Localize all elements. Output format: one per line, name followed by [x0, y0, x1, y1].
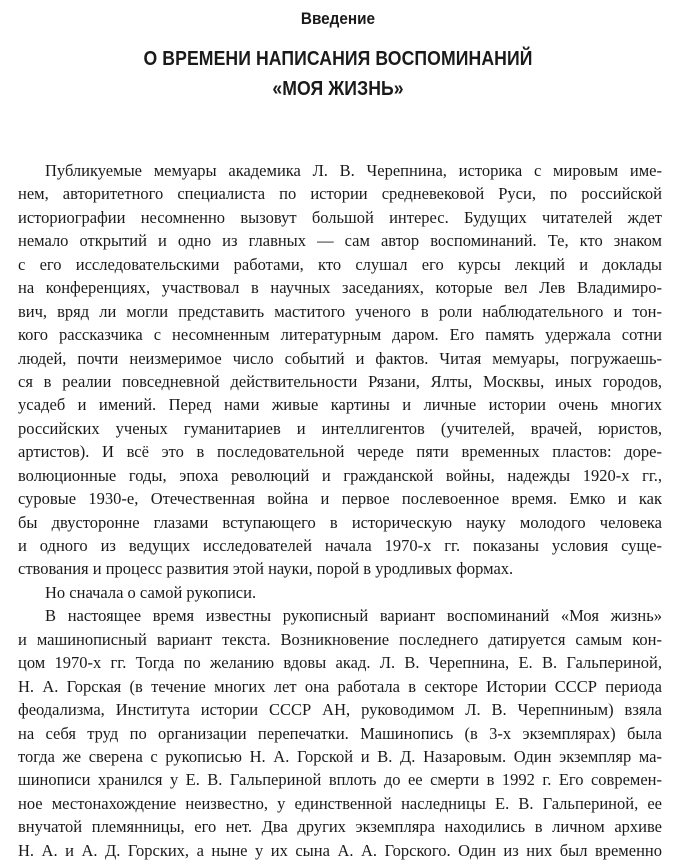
chapter-title-line: О ВРЕМЕНИ НАПИСАНИЯ ВОСПОМИНАНИЙ	[143, 47, 533, 70]
text-line: волюционные годы, эпоха революций и гражданской войны, надежды 1920-х гг.,	[18, 465, 662, 485]
text-line: усадеб и имений. Перед нами живые картины и личные истории очень многих	[18, 395, 662, 415]
text-line: феодализма, Института истории СССР АН, руководимом Л. В. Черепниным) взяла	[18, 700, 662, 720]
text-line: Публикуемые мемуары академика Л. В. Черепнина, историка с мировым име-	[45, 161, 662, 180]
text-line: вич, вряд ли могли представить маститого ученого в роли наблюдательного и тон-	[18, 301, 662, 321]
text-line: людей, почти неизмеримое число событий и фактов. Читая мемуары, погружаешь-	[18, 348, 662, 368]
text-line: с его исследовательскими работами, кто слушал его курсы лекций и доклады	[18, 254, 662, 274]
text-line: суровые 1930-е, Отечественная война и первое послевоенное время. Емко и как	[18, 489, 662, 509]
text-line: немало открытий и одно из главных — сам автор воспоминаний. Те, кто знаком	[18, 231, 662, 251]
text-line: Н. А. и А. Д. Горских, а ныне у их сына А. А. Горского. Один из них был временно	[18, 840, 662, 860]
text-line: ся в реалии повседневной действительности Рязани, Ялты, Москвы, иных городов,	[18, 371, 662, 391]
text-line: историографии несомненно вызовут большой интерес. Будущих читателей ждет	[18, 207, 662, 227]
body-text	[18, 159, 662, 862]
text-line: тогда же сверена с рукописью Н. А. Горской и В. Д. Назаровым. Один экземпляр ма-	[18, 746, 662, 766]
text-line: и машинописный вариант текста. Возникновение последнего датируется самым кон-	[18, 629, 662, 649]
text-line: и одного из ведущих исследователей начала 1970-х гг. показаны условия суще-	[18, 536, 662, 555]
text-line: кого рассказчика с несомненным литературным даром. Его память удержала сотни	[18, 325, 662, 345]
text-line: на конференциях, участвовал в научных заседаниях, которые вел Лев Владимиро-	[18, 278, 662, 298]
text-line: российских ученых гуманитариев и интеллигентов (учителей, врачей, юристов,	[18, 418, 662, 438]
text-line: артистов). И всё это в последовательной череде пяти временных пластов: доре-	[18, 442, 662, 462]
text-line: ствования и процесс развития этой науки, порой в уродливых формах.	[18, 559, 514, 579]
text-line: ное местонахождение неизвестно, у единственной наследницы Е. В. Гальпериной, ее	[18, 793, 662, 813]
text-line: цом 1970-х гг. Тогда по желанию вдовы акад. Л. В. Черепнина, Е. В. Гальпериной,	[18, 653, 662, 673]
chapter-title	[47, 44, 628, 104]
text-line: внучатой племянницы, его нет. Два других экземпляра находились в личном архиве	[18, 817, 662, 837]
text-line: нем, авторитетного специалиста по истории средневековой Руси, по российской	[18, 184, 662, 204]
text-line: Н. А. Горская (в течение многих лет она работала в секторе Истории СССР периода	[18, 676, 662, 696]
text-line: шинописи хранился у Е. В. Гальпериной вплоть до ее смерти в 1992 г. Его современ-	[18, 770, 662, 790]
text-line: Но сначала о самой рукописи.	[45, 582, 257, 602]
section-label: Введение	[300, 9, 376, 28]
chapter-title-line: «МОЯ ЖИЗНЬ»	[272, 77, 404, 100]
text-line: на себя труд по организации перепечатки. Машинопись (в 3-х экземплярах) была	[18, 723, 662, 743]
text-line: В настоящее время известны рукописный вариант воспоминаний «Моя жизнь»	[45, 606, 662, 626]
text-line: бы двусторонне глазами вступающего в историческую науку молодого человека	[18, 512, 662, 532]
